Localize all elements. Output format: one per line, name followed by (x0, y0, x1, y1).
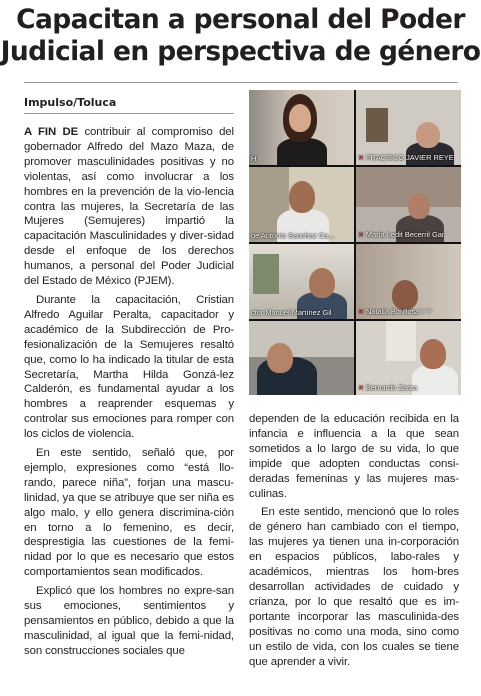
byline: Impulso/Toluca (24, 96, 117, 109)
text-line: desprestigia las cuestiones de la femi- (24, 536, 234, 549)
text-line: san sus emociones, sentimientos y (24, 585, 234, 613)
text-line: contribuir al compromiso del (78, 126, 234, 138)
byline-rule (24, 113, 234, 114)
text-line: bres desarrollan actividades de cuidado (249, 566, 459, 593)
text-line: hombres en la prevención de la vio- (24, 185, 205, 198)
text-line: dependen de la educación recibida en (249, 413, 446, 425)
text-line: la masculinidad, al igual que la femi- (24, 615, 234, 642)
text-line: del Estado de México (PJEM). (24, 275, 175, 288)
text-line: de las Mujeres (Semujeres) impartió la (24, 200, 234, 228)
text-line: sometidos a lo largo de su vida, lo que (249, 442, 459, 455)
text-line: la infancia e influencia a la que sean (249, 413, 459, 440)
person-face (309, 268, 335, 298)
paragraph-3 (24, 446, 234, 580)
participant-name: ✕ FRACISCO JAVIER REYE (358, 153, 454, 162)
text-line: fesionalización de la Semujeres resaltó (24, 338, 234, 351)
text-line: deradas femeninas y las mujeres mas- (249, 472, 459, 485)
participant-name: ctor Manuel Martínez Gil (251, 308, 332, 317)
text-line: roles de género han cambiado con el (249, 506, 459, 534)
video-tile (356, 167, 461, 242)
text-line: no violentas, así como involucrar a los (24, 155, 234, 183)
text-line: humanos, a personal del Poder Judicial (24, 260, 234, 273)
text-line: linidad, ya que se atribuye que ser niña (24, 491, 219, 504)
text-line: los hombres a reaprender esquemas y (24, 383, 234, 411)
text-line: impide que adopten conductas consi- (249, 457, 459, 470)
participant-name: H (251, 154, 257, 163)
text-line: Explicó que los hombres no expre- (36, 585, 216, 598)
text-line: académico de la Subdirección de Pro- (24, 323, 234, 336)
text-line: capacitación Masculinidades y diver- (24, 230, 208, 243)
person-body (277, 138, 327, 165)
text-line: Durante la capacitación, Cristian (36, 293, 234, 306)
headline (0, 4, 481, 68)
text-line: como un estilo de vida, con los cuales se (249, 625, 459, 653)
text-line: tiene que aprender a vivir. (249, 640, 459, 668)
paragraph-6 (249, 505, 459, 669)
text-line: con los ciclos de violencia. (24, 413, 234, 441)
text-line: corporación en espacios públicos, labo- (249, 536, 459, 564)
text-line: Alfredo Aguilar Peralta, capacitador y (24, 308, 234, 321)
paragraph-4 (24, 584, 234, 659)
headline-line-1: Capacitan a personal del Poder (16, 4, 465, 35)
background-plant (253, 254, 279, 294)
text-line: lez Calderón, es fundamental ayudar a (24, 368, 234, 396)
paragraph-5 (249, 412, 459, 501)
text-line: En este sentido, señaló que, por (36, 447, 234, 460)
video-tile (356, 321, 461, 395)
text-line: gobernador Alfredo del Mazo Maza, de (24, 140, 234, 153)
background-shelf (366, 108, 388, 142)
headline-line-2: Judicial en perspectiva de género (0, 36, 481, 67)
paragraph-2 (24, 293, 234, 442)
person-face (267, 343, 293, 373)
video-call-photo (249, 90, 461, 395)
person-face (416, 122, 440, 148)
background-window (386, 321, 416, 361)
text-line: rando, parece niña”, forjan una mascu- (24, 476, 234, 489)
text-line: nidad, son construcciones sociales que (24, 629, 234, 657)
text-line: es algo malo, y ello genera discrimina- (24, 491, 234, 519)
lead-in: A FIN DE (24, 126, 79, 138)
text-line: que, como lo ha indicado la titular de (24, 353, 210, 366)
mic-muted-icon: ✕ (358, 155, 364, 162)
video-tile (356, 90, 461, 165)
participant-name: ✕ María Ledit Becerril Gar (358, 230, 445, 239)
text-line: ción en torno a lo femenino, es decir, (24, 506, 234, 534)
person-face (408, 193, 430, 219)
text-line: portante incorporar las masculinida- (249, 610, 441, 623)
paragraph-1 (24, 125, 234, 289)
text-line: comportamientos sean modificados. (24, 566, 204, 579)
article-column-1 (24, 125, 234, 659)
mic-muted-icon: ✕ (358, 232, 364, 239)
video-tile (356, 244, 461, 319)
person-face (392, 280, 418, 310)
person-body (412, 365, 458, 395)
text-line: controlar sus emociones para romper (24, 413, 213, 426)
text-line: lencia contra las mujeres, la Secretaría (24, 185, 234, 213)
video-tile (249, 321, 354, 395)
person-face (289, 181, 315, 213)
text-line: sidad desde el enfoque de los derechos (24, 230, 234, 258)
text-line: esta Secretaría, Martha Hilda Gonzá- (24, 353, 234, 381)
headline-rule (24, 82, 458, 83)
text-line: En este sentido, mencionó que lo (261, 506, 431, 519)
participant-name: ✕ Bernardo Zarza (358, 383, 418, 392)
person-face (420, 339, 446, 369)
text-line: rales y académicos, mientras los hom- (249, 551, 459, 579)
participant-name: ge Antonio Sanchez Ca... (251, 231, 335, 240)
text-line: des positivas no como una moda, sino (249, 610, 459, 638)
video-tile (249, 90, 354, 165)
text-line: promover masculinidades positivas y (24, 155, 216, 168)
text-line: pensamientos en público, debido a que (24, 615, 222, 627)
text-line: ejemplo, expresiones como “está llo- (24, 461, 234, 474)
text-line: tiempo, las mujeres ya tienen una in- (249, 521, 459, 549)
participant-name: ✕ Natalia Boullosa♡♡ (358, 307, 433, 316)
person-face (289, 104, 311, 132)
background-wall (249, 321, 354, 357)
mic-muted-icon: ✕ (358, 385, 364, 392)
text-line: y crianza, por lo que resaltó que es im- (249, 580, 459, 608)
text-line: nidad por lo que es necesario que estos (24, 551, 234, 564)
video-tile (249, 244, 354, 319)
video-tile (249, 167, 354, 242)
mic-muted-icon: ✕ (358, 309, 364, 316)
text-line: culinas. (249, 487, 287, 500)
article-column-2 (249, 412, 459, 669)
